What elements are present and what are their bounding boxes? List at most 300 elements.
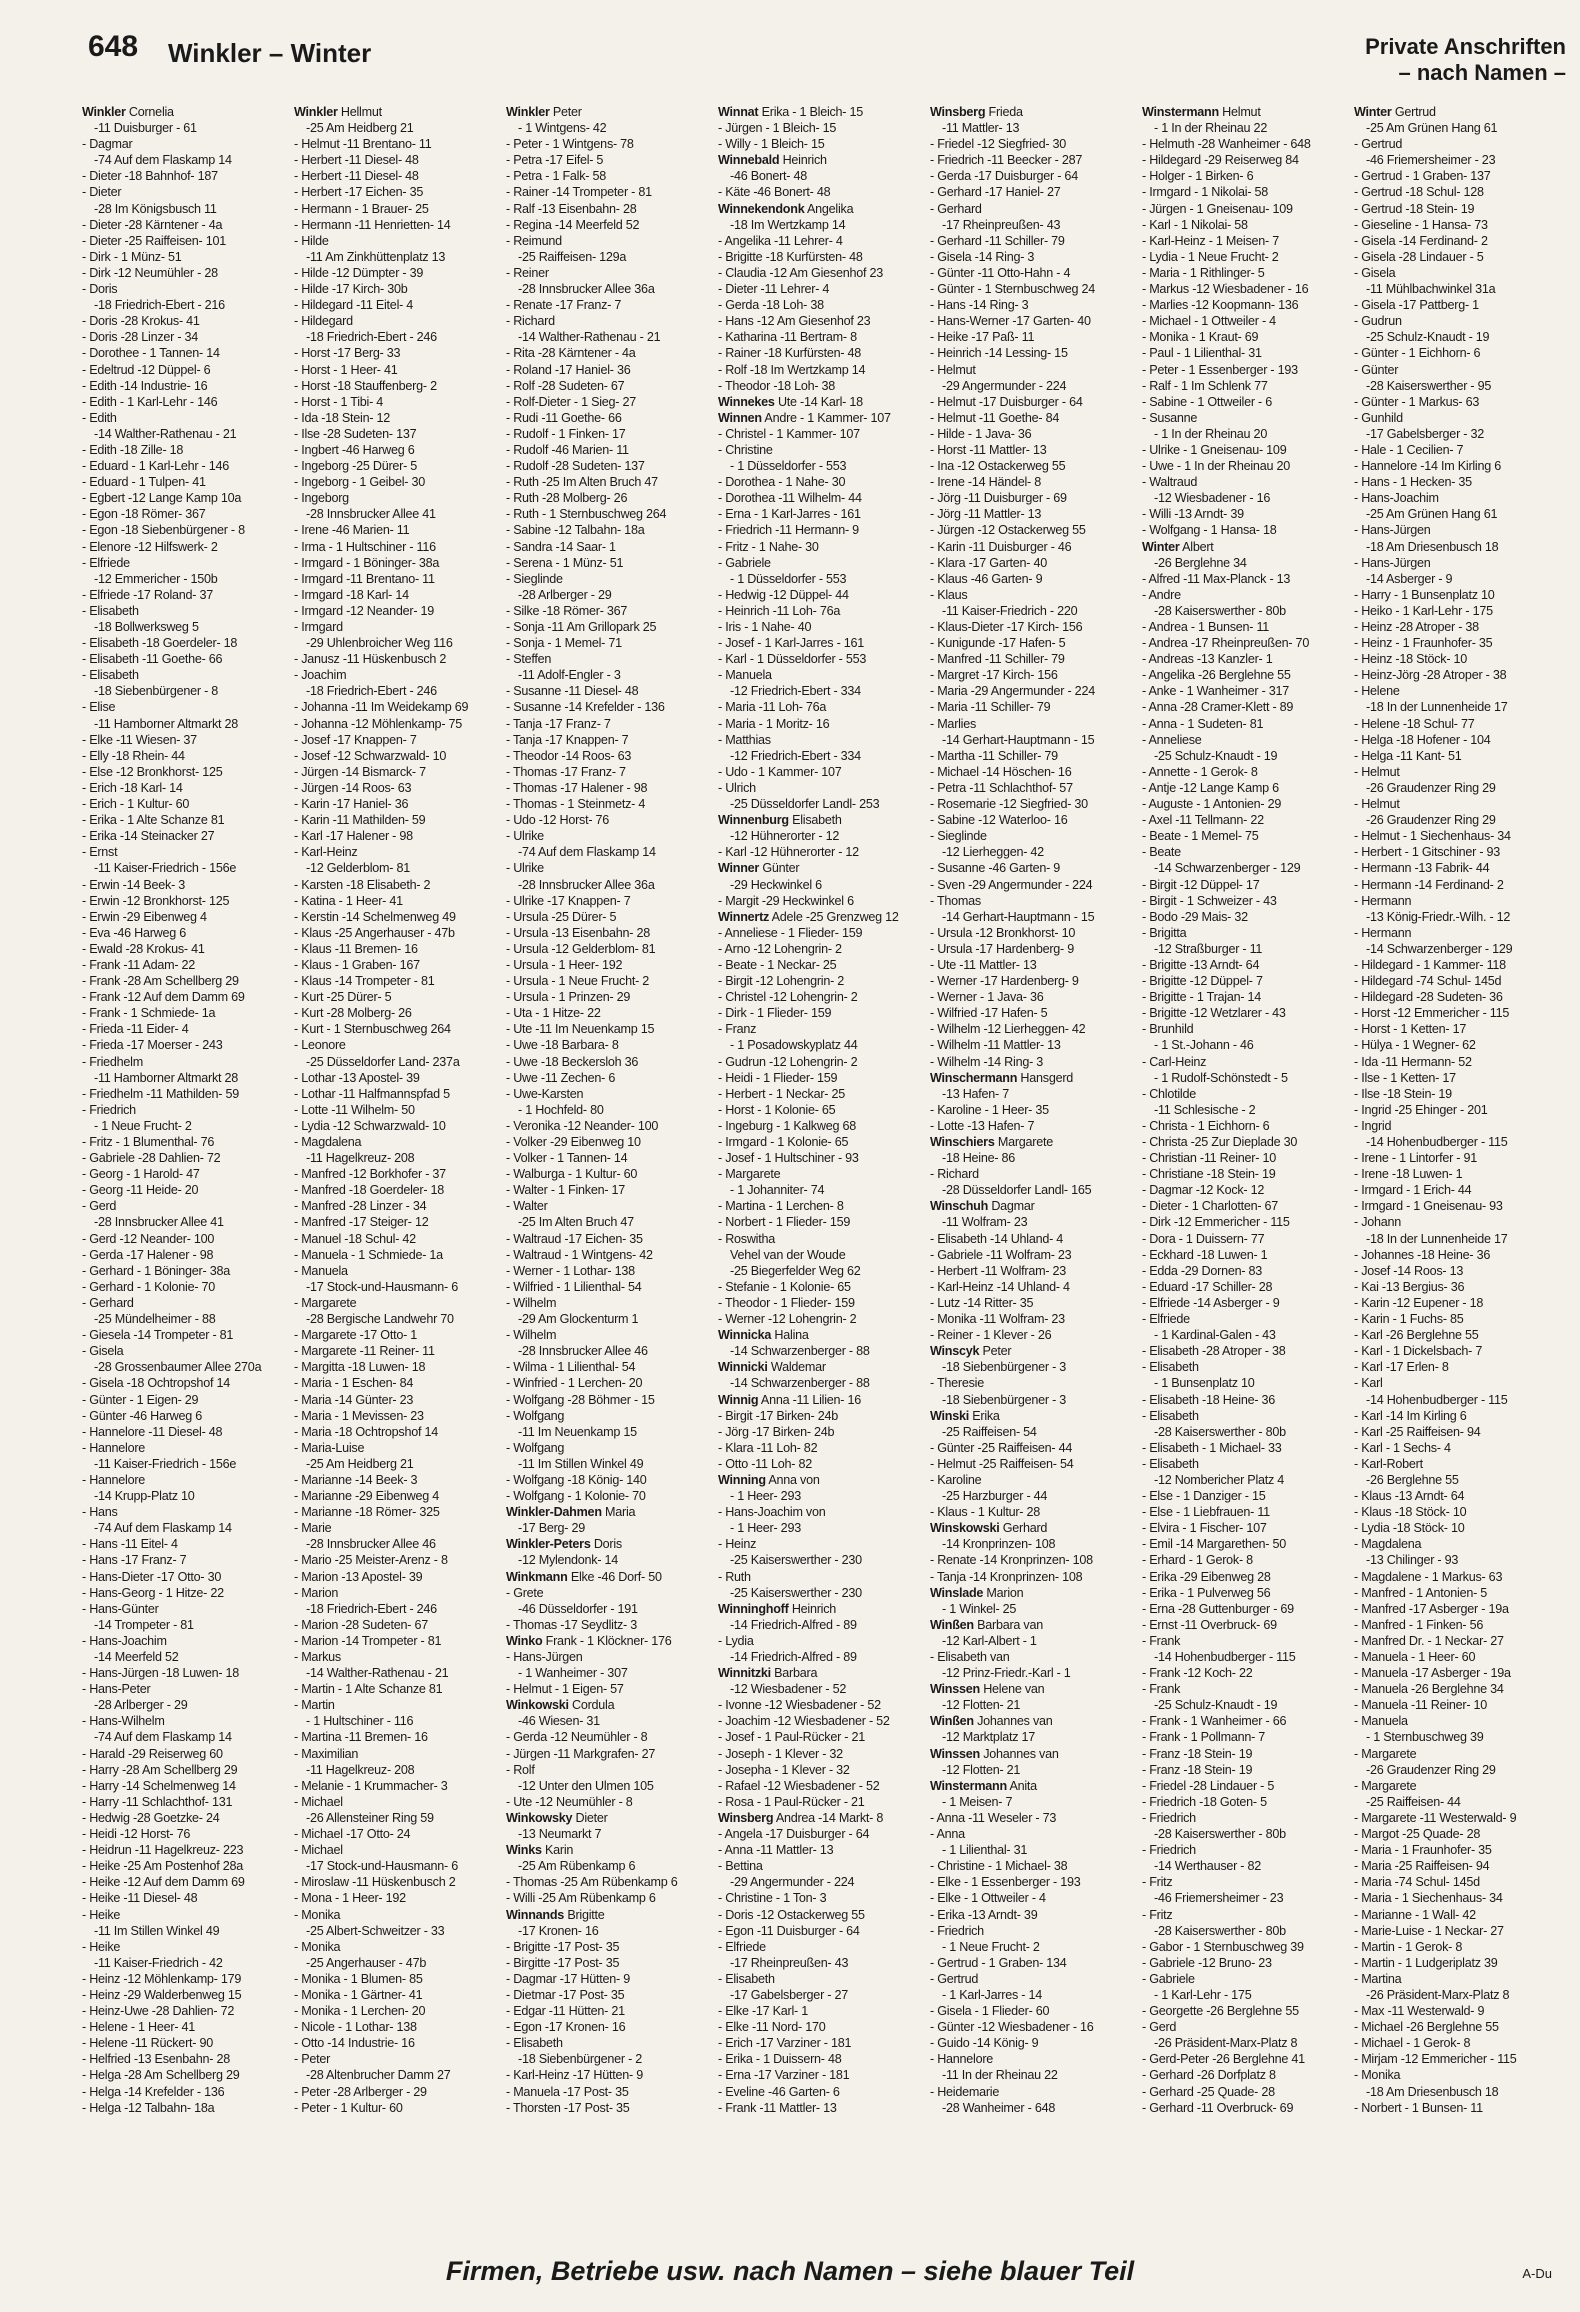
- directory-entry: [718, 1118, 926, 1134]
- directory-entry: [1142, 1198, 1350, 1214]
- entry-given-name: - Franz -18 Stein- 19: [1142, 1762, 1253, 1777]
- entry-given-name: - Joachim: [294, 668, 347, 683]
- directory-entry: [506, 2035, 714, 2067]
- entry-given-name: - Ursula -25 Dürer- 5: [506, 909, 617, 924]
- entry-given-name: - Edeltrud -12 Düppel- 6: [82, 362, 211, 377]
- entry-line: [506, 2020, 625, 2034]
- entry-address: -25 Schulz-Knaudt - 19: [1154, 748, 1278, 763]
- entry-line: [718, 1215, 850, 1229]
- directory-entry: [294, 1295, 502, 1327]
- entry-address: -14 Werthauser - 82: [1154, 1859, 1262, 1874]
- entry-address: -74 Auf dem Flaskamp 14: [518, 845, 656, 860]
- entry-address: - 1 Heer- 293: [730, 1521, 801, 1536]
- entry-line: [1354, 2020, 1499, 2034]
- entry-given-name: - Gunhild: [1354, 410, 1403, 425]
- directory-entry: [82, 1762, 290, 1778]
- entry-line: [294, 765, 426, 779]
- entry-line: [294, 974, 435, 988]
- entry-line: [1354, 363, 1398, 377]
- entry-line: [930, 861, 1060, 875]
- entry-surname: Winner: [718, 861, 760, 876]
- entry-surname: Winnitzki: [718, 1666, 771, 1681]
- entry-line: [930, 1650, 1010, 1664]
- entry-line: [718, 765, 842, 779]
- entry-line: [1142, 829, 1259, 843]
- entry-given-name: - Doris: [82, 282, 118, 297]
- entry-line: [294, 202, 429, 216]
- entry-address: -12 Mylendonk- 14: [518, 1553, 619, 1568]
- entry-line: [82, 910, 207, 924]
- entry-given-name: - Rudi -11 Goethe- 66: [506, 410, 622, 425]
- directory-entry: [294, 925, 502, 941]
- entry-line: [930, 1714, 1053, 1728]
- entry-line: [1354, 1006, 1509, 1020]
- entry-given-name: - Gabriele -28 Dahlien- 72: [82, 1151, 221, 1166]
- entry-address: -12 Karl-Albert - 1: [942, 1633, 1037, 1648]
- directory-entry: [1142, 1440, 1350, 1456]
- entry-given-name: - Ute -12 Neumühler - 8: [506, 1794, 633, 1809]
- entry-given-name: - Irmgard - 1 Kolonie- 65: [718, 1135, 849, 1149]
- directory-entry: [1142, 716, 1350, 732]
- entry-line: [1142, 1344, 1286, 1358]
- entry-line: [1142, 298, 1298, 312]
- directory-entry: [1142, 1247, 1350, 1263]
- entry-address: -11 Kaiser-Friedrich - 220: [942, 603, 1078, 618]
- directory-entry: [1354, 249, 1562, 265]
- entry-address: -14 Kronprinzen- 108: [942, 1537, 1056, 1552]
- entry-given-name: - Dirk - 1 Flieder- 159: [718, 1006, 832, 1021]
- directory-entry: [506, 201, 714, 217]
- directory-entry: [82, 1601, 290, 1633]
- directory-entry: [506, 1392, 714, 1408]
- directory-entry: [294, 667, 502, 699]
- entry-line: [1354, 2004, 1484, 2018]
- entry-line: [82, 137, 132, 151]
- entry-given-name: - Michael - 1 Ottweiler - 4: [1142, 314, 1276, 329]
- entry-line: [506, 958, 622, 972]
- entry-surname: Winkler-Peters: [506, 1537, 591, 1552]
- entry-given-name: - Lydia -12 Schwarzwald- 10: [294, 1118, 446, 1133]
- entry-given-name: - Franz -18 Stein- 19: [1142, 1746, 1253, 1761]
- entry-given-name: - Maria - 1 Moritz- 16: [718, 716, 830, 731]
- entry-address: -17 Gabelsberger - 32: [1366, 426, 1484, 441]
- directory-entry: [930, 1472, 1138, 1504]
- entry-given-name: - Egon -18 Siebenbürgener - 8: [82, 523, 245, 538]
- directory-entry: [1142, 539, 1350, 571]
- directory-entry: [294, 1070, 502, 1086]
- entry-given-name: - Ewald -28 Krokus- 41: [82, 941, 205, 956]
- entry-given-name: - Harry - 1 Bunsenplatz 10: [1354, 587, 1495, 602]
- entry-line: [1354, 668, 1506, 682]
- entry-given-name: - Martina -11 Bremen- 16: [294, 1730, 428, 1745]
- directory-entry: [294, 1166, 502, 1182]
- directory-entry: [718, 1633, 926, 1665]
- directory-entry: [1354, 796, 1562, 828]
- entry-line: [1142, 1135, 1297, 1149]
- entry-given-name: - Margarete: [1354, 1778, 1417, 1793]
- entry-given-name: - Walter - 1 Finken- 17: [506, 1183, 626, 1198]
- entry-line: [294, 2020, 417, 2034]
- entry-line: [1354, 717, 1475, 731]
- entry-line: [718, 1232, 775, 1246]
- entry-line: [930, 588, 967, 602]
- entry-given-name: - Monika -11 Wolfram- 23: [930, 1312, 1065, 1327]
- directory-entry: [294, 1907, 502, 1939]
- entry-line: [82, 652, 222, 666]
- directory-entry: [294, 1552, 502, 1568]
- directory-entry: [930, 233, 1138, 249]
- entry-given-name: - Elisabeth -28 Atroper - 38: [1142, 1344, 1286, 1359]
- entry-line: [718, 1827, 869, 1841]
- directory-entry: [294, 973, 502, 989]
- directory-entry: [294, 1198, 502, 1214]
- directory-entry: [1354, 619, 1562, 635]
- directory-entry: [930, 136, 1138, 152]
- entry-line: [82, 411, 117, 425]
- entry-line: [506, 137, 634, 151]
- directory-entry: [1142, 667, 1350, 683]
- directory-entry: [718, 233, 926, 249]
- entry-line: [718, 1763, 850, 1777]
- entry-given-name: - Roswitha: [718, 1231, 775, 1246]
- directory-entry: [506, 619, 714, 635]
- directory-entry: [506, 2003, 714, 2019]
- entry-given-name: Gertrud: [1394, 105, 1436, 119]
- entry-given-name: - Jürgen -11 Markgrafen- 27: [506, 1746, 656, 1761]
- entry-line: [718, 2004, 808, 2018]
- directory-entry: [718, 1134, 926, 1150]
- directory-entry: [1354, 1665, 1562, 1681]
- entry-line: [1354, 1827, 1480, 1841]
- entry-given-name: - Willy - 1 Bleich- 15: [718, 137, 825, 152]
- directory-entry: [294, 1359, 502, 1375]
- entry-line: [294, 1521, 331, 1535]
- directory-entry: [930, 1327, 1138, 1343]
- entry-line: [1354, 1055, 1472, 1069]
- entry-given-name: - Claudia -12 Am Giesenhof 23: [718, 265, 883, 280]
- entry-given-name: - Karoline - 1 Heer- 35: [930, 1102, 1049, 1117]
- entry-line: [506, 1940, 619, 1954]
- entry-given-name: - Brigitte -12 Düppel- 7: [1142, 974, 1263, 989]
- entry-given-name: - Peter - 1 Kultur- 60: [294, 2100, 403, 2115]
- entry-address: -14 Schwarzenberger - 88: [730, 1376, 870, 1391]
- entry-given-name: Hansgerd: [1020, 1070, 1074, 1085]
- entry-given-name: - Günter - 1 Markus- 63: [1354, 394, 1480, 409]
- entry-given-name: - Helene - 1 Heer- 41: [82, 2020, 196, 2035]
- entry-given-name: - Friedel -28 Lindauer - 5: [1142, 1778, 1275, 1793]
- directory-entry: [718, 426, 926, 442]
- directory-entry: [506, 571, 714, 603]
- entry-address: -18 Bollwerksweg 5: [94, 620, 199, 634]
- entry-given-name: - Margarete -11 Westerwald- 9: [1354, 1810, 1517, 1825]
- directory-entry: [506, 1488, 714, 1504]
- directory-entry: [930, 925, 1138, 941]
- entry-line: [718, 1843, 833, 1857]
- directory-entry: [1142, 1182, 1350, 1198]
- directory-entry: [1354, 490, 1562, 522]
- entry-line: [718, 942, 842, 956]
- entry-line: [718, 491, 862, 505]
- entry-line: [718, 556, 771, 570]
- directory-entry: [82, 941, 290, 957]
- directory-entry: [1142, 1392, 1350, 1408]
- entry-address: -28 Kaiserswerther - 80b: [1154, 1827, 1286, 1842]
- entry-line: [1354, 749, 1461, 763]
- entry-given-name: - Bettina: [718, 1859, 763, 1874]
- entry-line: [1142, 1843, 1196, 1857]
- entry-address: -74 Auf dem Flaskamp 14: [94, 1521, 232, 1536]
- entry-given-name: - Uwe - 1 In der Rheinau 20: [1142, 459, 1290, 474]
- entry-given-name: - Martin: [294, 1698, 335, 1713]
- directory-entry: [506, 313, 714, 345]
- directory-entry: [1142, 136, 1350, 152]
- directory-entry: [718, 281, 926, 297]
- directory-entry: [1142, 1665, 1350, 1681]
- entry-address: -12 Hühnerorter - 12: [730, 829, 840, 844]
- entry-address: - 1 Posadowskyplatz 44: [730, 1038, 858, 1053]
- directory-entry: [506, 635, 714, 651]
- directory-entry: [718, 780, 926, 812]
- directory-entry: [718, 1392, 926, 1408]
- entry-line: [506, 1328, 556, 1342]
- entry-line: [294, 1296, 356, 1310]
- directory-entry: [506, 2100, 714, 2116]
- directory-entry: [930, 506, 1138, 522]
- entry-given-name: - Sonja - 1 Memel- 71: [506, 636, 622, 651]
- entry-given-name: - Manfred -18 Goerdeler- 18: [294, 1183, 445, 1198]
- entry-given-name: - Michael -26 Berglehne 55: [1354, 2020, 1499, 2035]
- entry-surname: Winschermann: [930, 1070, 1018, 1085]
- directory-entry: [930, 1247, 1138, 1263]
- entry-given-name: - Marie: [294, 1521, 332, 1536]
- entry-line: [506, 1376, 642, 1390]
- directory-entry: [294, 168, 502, 184]
- entry-line: [82, 1537, 178, 1551]
- entry-given-name: - Frank - 1 Wanheimer - 66: [1142, 1714, 1287, 1729]
- entry-given-name: - Wolfgang: [506, 1440, 565, 1455]
- entry-line: [718, 363, 865, 377]
- entry-line: [294, 749, 446, 763]
- entry-line: [718, 1924, 860, 1938]
- entry-line: [506, 813, 609, 827]
- entry-address: -14 Hohenbudberger - 115: [1154, 1650, 1296, 1664]
- directory-entry: [930, 1440, 1138, 1456]
- entry-line: [294, 427, 416, 441]
- entry-address: -25 Harzburger - 44: [942, 1489, 1048, 1504]
- directory-entry: [930, 651, 1138, 667]
- entry-line: [82, 878, 185, 892]
- entry-line: [82, 379, 207, 393]
- entry-line: [930, 1682, 1044, 1696]
- directory-entry: [82, 1054, 290, 1086]
- entry-given-name: - Heinrich -14 Lessing- 15: [930, 346, 1068, 361]
- entry-line: [506, 1441, 564, 1455]
- entry-given-name: - Martin - 1 Alte Schanze 81: [294, 1682, 443, 1697]
- entry-given-name: - Renate -14 Kronprinzen- 108: [930, 1553, 1093, 1568]
- directory-entry: [718, 587, 926, 603]
- directory-entry: [1354, 716, 1562, 732]
- directory-entry: [506, 893, 714, 909]
- entry-line: [82, 1328, 233, 1342]
- entry-given-name: - Ruth -28 Molberg- 26: [506, 491, 628, 506]
- entry-line: [930, 781, 1073, 795]
- directory-entry: [930, 458, 1138, 474]
- entry-given-name: - Hans-Jürgen: [1354, 555, 1431, 570]
- directory-entry: [294, 136, 502, 152]
- directory-entry: [1142, 764, 1350, 780]
- directory-entry: [1142, 1456, 1350, 1488]
- entry-given-name: - Friedrich -11 Beecker - 287: [930, 153, 1083, 168]
- entry-line: [506, 556, 623, 570]
- entry-line: [930, 2085, 999, 2099]
- entry-line: [930, 491, 1067, 505]
- directory-entry: [930, 812, 1138, 828]
- directory-entry: [718, 893, 926, 909]
- directory-entry: [1354, 1955, 1562, 1971]
- directory-entry: [1354, 1005, 1562, 1021]
- entry-given-name: - Sabine -12 Waterloo- 16: [930, 813, 1068, 828]
- section-heading-line2: – nach Namen –: [1398, 60, 1566, 85]
- entry-surname: Winnekendonk: [718, 201, 805, 216]
- directory-entry: [294, 651, 502, 667]
- entry-line: [506, 523, 644, 537]
- entry-given-name: - Jürgen -12 Ostackerweg 55: [930, 523, 1086, 538]
- directory-entry: [1142, 732, 1350, 764]
- directory-entry: [506, 539, 714, 555]
- entry-line: [294, 153, 419, 167]
- entry-given-name: - Frank - 1 Pollmann- 7: [1142, 1730, 1266, 1745]
- entry-line: [506, 1586, 543, 1600]
- entry-given-name: - Brigitta: [1142, 925, 1187, 940]
- entry-line: [1142, 395, 1272, 409]
- directory-entry: [294, 1520, 502, 1552]
- directory-entry: [294, 1874, 502, 1890]
- entry-given-name: Andrea -14 Markt- 8: [775, 1810, 884, 1825]
- entry-line: [294, 1891, 406, 1905]
- entry-given-name: Peter: [982, 1344, 1012, 1359]
- directory-entry: [1354, 2067, 1562, 2099]
- entry-line: [82, 459, 229, 473]
- entry-address: -12 Prinz-Friedr.-Karl - 1: [942, 1666, 1071, 1681]
- entry-address: -14 Schwarzenberger - 129: [1366, 941, 1513, 956]
- entry-line: [506, 1055, 638, 1069]
- entry-line: [1142, 1296, 1279, 1310]
- directory-entry: [294, 844, 502, 876]
- entry-address: -11 Im Neuenkamp 15: [518, 1424, 637, 1439]
- entry-line: [1142, 1811, 1196, 1825]
- entry-address: -12 Marktplatz 17: [942, 1730, 1036, 1745]
- entry-line: [1354, 1167, 1462, 1181]
- entry-line: [718, 1409, 838, 1423]
- directory-entry: [294, 1182, 502, 1198]
- entry-line: [294, 379, 437, 393]
- directory-entry: [506, 1874, 714, 1890]
- directory-entry: [82, 1424, 290, 1440]
- entry-given-name: - Gertrud -18 Stein- 19: [1354, 201, 1475, 216]
- entry-address: -18 Friedrich-Ebert - 246: [306, 330, 437, 345]
- entry-address: -17 Berg- 29: [518, 1521, 586, 1536]
- entry-given-name: - Wolfgang - 1 Hansa- 18: [1142, 523, 1277, 538]
- directory-entry: [1142, 233, 1350, 249]
- entry-line: [1354, 298, 1479, 312]
- entry-given-name: - Rainer -14 Trompeter - 81: [506, 185, 652, 200]
- entry-surname: Winschiers: [930, 1135, 995, 1149]
- directory-entry: [1354, 1375, 1562, 1407]
- entry-address: -17 Stock-und-Hausmann- 6: [306, 1279, 458, 1294]
- directory-entry: [82, 1231, 290, 1247]
- entry-line: [506, 1763, 535, 1777]
- entry-given-name: - Irmgard: [294, 620, 343, 634]
- directory-entry: [82, 764, 290, 780]
- entry-surname: Winssen: [930, 1746, 980, 1761]
- entry-line: [506, 717, 611, 731]
- directory-entry: [506, 973, 714, 989]
- entry-line: [930, 1457, 1074, 1471]
- entry-line: [930, 2020, 1094, 2034]
- entry-line: [294, 1843, 343, 1857]
- entry-given-name: - Kurt - 1 Sternbuschweg 264: [294, 1022, 451, 1037]
- entry-line: [82, 314, 200, 328]
- entry-given-name: - Gerhard: [82, 1295, 134, 1310]
- entry-given-name: - Hannelore: [930, 2052, 994, 2067]
- entry-line: [82, 475, 206, 489]
- entry-line: [294, 781, 411, 795]
- entry-line: [82, 330, 198, 344]
- entry-line: [930, 652, 1065, 666]
- entry-line: [930, 1859, 1067, 1873]
- entry-line: [82, 2068, 240, 2082]
- directory-entry: [1142, 1005, 1350, 1021]
- entry-line: [930, 411, 1059, 425]
- entry-given-name: - Hans-Jürgen: [506, 1650, 583, 1664]
- entry-line: [1142, 1682, 1180, 1696]
- entry-line: [82, 2020, 195, 2034]
- entry-given-name: - Heike -25 Am Postenhof 28a: [82, 1859, 244, 1874]
- entry-address: -18 Friedrich-Ebert - 246: [306, 684, 437, 699]
- directory-entry: [930, 1005, 1138, 1021]
- entry-given-name: - Peter: [294, 2052, 331, 2067]
- entry-given-name: - Monika - 1 Gärtner- 41: [294, 1987, 423, 2002]
- directory-entry: [82, 1375, 290, 1391]
- directory-entry: [718, 265, 926, 281]
- directory-entry: [930, 1408, 1138, 1440]
- entry-line: [82, 1376, 230, 1390]
- entry-given-name: Maria: [605, 1505, 636, 1520]
- entry-line: [1354, 1924, 1504, 1938]
- entry-line: [1354, 137, 1402, 151]
- entry-line: [1142, 974, 1263, 988]
- entry-given-name: - Monika: [294, 1939, 341, 1954]
- entry-line: [82, 1859, 243, 1873]
- entry-given-name: - Rudolf -28 Sudeten- 137: [506, 459, 645, 474]
- entry-address: -14 Walther-Rathenau - 21: [518, 330, 661, 345]
- entry-line: [506, 1022, 654, 1036]
- entry-address: -26 Berglehne 55: [1366, 1472, 1459, 1487]
- entry-line: [82, 1763, 237, 1777]
- entry-line: [294, 620, 343, 634]
- directory-entry: [82, 1810, 290, 1826]
- directory-entry: [1354, 2019, 1562, 2035]
- directory-entry: [1142, 1134, 1350, 1150]
- entry-given-name: - Hermann -13 Fabrik- 44: [1354, 861, 1490, 876]
- entry-address: -14 Friedrich-Alfred - 89: [730, 1617, 857, 1632]
- directory-entry: [1354, 877, 1562, 893]
- directory-entry: [1142, 265, 1350, 281]
- directory-entry: [506, 1005, 714, 1021]
- entry-line: [82, 942, 205, 956]
- entry-line: [1354, 1409, 1467, 1423]
- entry-given-name: - Heike -12 Auf dem Damm 69: [82, 1875, 245, 1890]
